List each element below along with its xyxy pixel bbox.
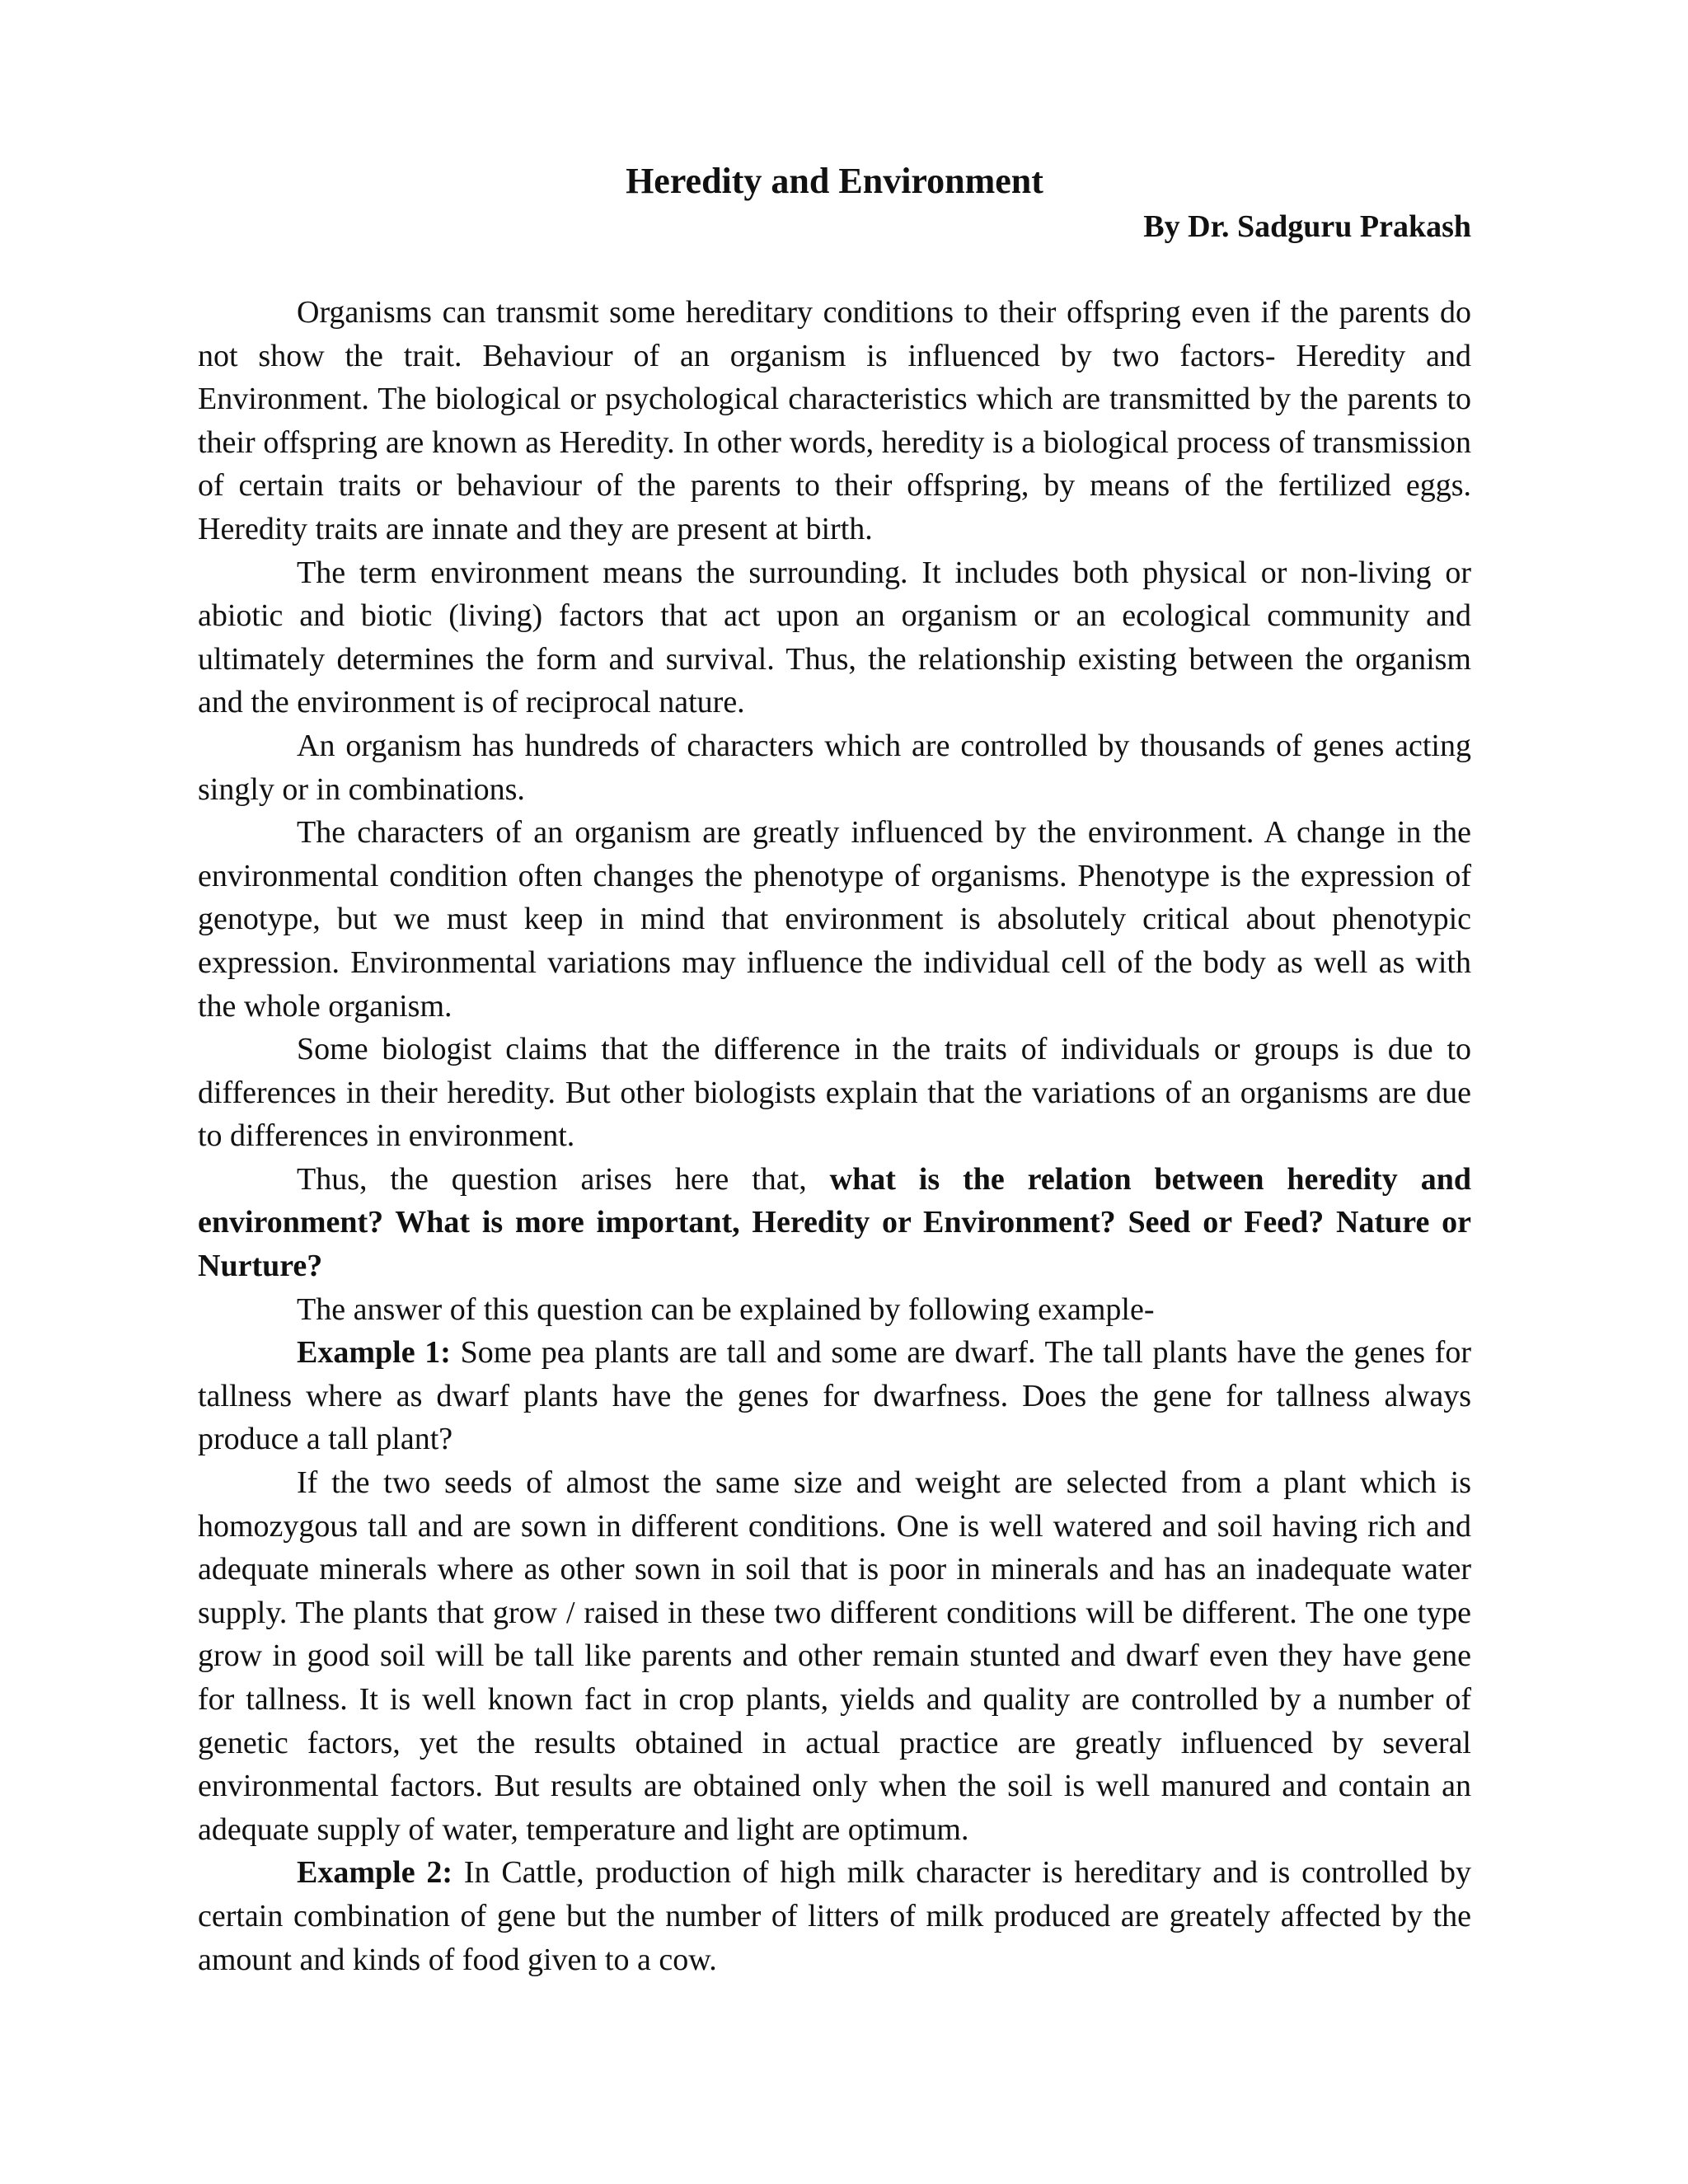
document-page	[198, 157, 1471, 1981]
paragraph-heredity-definition: Organisms can transmit some hereditary conditions to their offspring even if the parents do not show the trait. Behaviour of an organism is influenced by two factors- Heredity and Environment. The biological or psychological characteristics which are transmitted by the parents to their offspring are known as Heredity. In other words, heredity is a biological process of transmission of certain traits or behaviour of the parents to their offspring, by means of the fertilized eggs. Heredity traits are innate and they are present at birth.	[198, 295, 1471, 546]
paragraph-seed-experiment: If the two seeds of almost the same size and weight are selected from a plant which is homozygous tall and are sown in different conditions. One is well watered and soil having rich and adequate minerals where as other sown in soil that is poor in minerals and has an inadequate water supply. The plants that grow / raised in these two different conditions will be different. The one type grow in good soil will be tall like parents and other remain stunted and dwarf even they have gene for tallness. It is well known fact in crop plants, yields and quality are controlled by a number of genetic factors, yet the results obtained in actual practice are greatly influenced by several environmental factors. But results are obtained only when the soil is well manured and contain an adequate supply of water, temperature and light are optimum.	[198, 1465, 1471, 1847]
paragraph-environment-definition: The term environment means the surrounding. It includes both physical or non-living or abiotic and biotic (living) factors that act upon an organism or an ecological community and ultimately determines the form and survival. Thus, the relationship existing between the organism and the environment is of reciprocal nature.	[198, 555, 1471, 720]
document-author: By Dr. Sadguru Prakash	[1143, 209, 1471, 244]
paragraph-biologist-views: Some biologist claims that the difference in the traits of individuals or groups is due to differences in their heredity. But other biologists explain that the variations of an organisms are due to differences in environment.	[198, 1032, 1471, 1154]
paragraph-phenotype: The characters of an organism are greatly influenced by the environment. A change in the environmental condition often changes the phenotype of organisms. Phenotype is the expression of genotype, but we must keep in mind that environment is absolutely critical about phenotypic expression. Environmental variations may influence the individual cell of the body as well as with the whole organism.	[198, 815, 1471, 1024]
paragraph-answer-intro: The answer of this question can be explained by following example-	[297, 1291, 1155, 1327]
paragraph-key-question	[198, 1158, 1471, 1288]
paragraph-example-1	[198, 1331, 1471, 1461]
paragraph-example-2	[198, 1851, 1471, 1981]
example-1-text: Some pea plants are tall and some are dwarf. The tall plants have the genes for tallness where as dwarf plants have the genes for dwarfness. Does the gene for tallness always produce a tall plant?	[198, 1335, 1471, 1457]
key-question-intro: Thus, the question arises here that,	[297, 1161, 830, 1197]
example-2-text: In Cattle, production of high milk character is hereditary and is controlled by certain combination of gene but the number of litters of milk produced are greately affected by the amount and kinds of food given to a cow.	[198, 1855, 1472, 1977]
document-title: Heredity and Environment	[626, 161, 1043, 201]
example-2-label: Example 2:	[297, 1855, 453, 1891]
example-1-label: Example 1:	[297, 1335, 451, 1371]
paragraph-characters-genes: An organism has hundreds of characters which are controlled by thousands of genes acting singly or in combinations.	[198, 728, 1471, 807]
key-question-bold: what is the relation between heredity and environment? What is more important, Heredity or Environment? Seed or Feed? Nature or Nurture?	[198, 1161, 1471, 1284]
